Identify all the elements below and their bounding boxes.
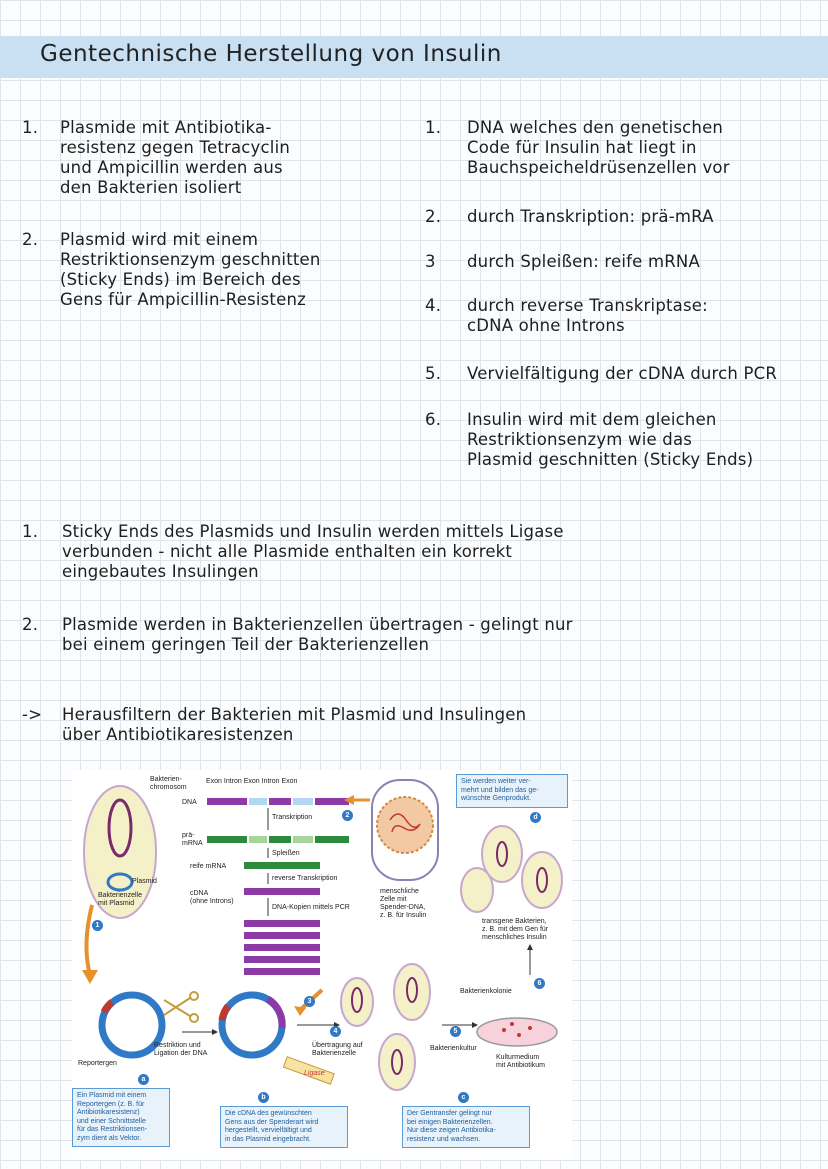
label-transkription: Transkription [272,814,313,821]
left-step-2 [22,230,402,320]
step-text: Vervielfältigung der cDNA durch PCR [467,364,778,383]
step-number: 2. [22,230,39,249]
step-text: Insulin wird mit dem gleichen Restriktionsenzym wie das Plasmid geschnitten (Sticky Ends) [467,410,754,469]
label-spleissen: Spleißen [272,850,300,857]
label-bakterienkolonie: Bakterienkolonie [460,988,512,995]
label-plasmid: Plasmid [132,878,157,885]
badge-3: 3 [304,996,315,1007]
label-menschliche-zelle: menschliche Zelle mit Spender-DNA, z. B. für Insulin [380,888,427,919]
label-exon-intron: Exon Intron Exon Intron Exon [206,778,298,785]
step-text: durch Spleißen: reife mRNA [467,252,700,271]
label-cdna: cDNA (ohne Introns) [190,890,234,905]
label-pcr: DNA-Kopien mittels PCR [272,904,350,911]
step-number: 1. [425,118,442,137]
label-transgene: transgene Bakterien, z. B. mit dem Gen für menschliches Insulin [482,918,549,941]
step-text: Sticky Ends des Plasmids und Insulin werden mittels Ligase verbunden - nicht alle Plasmide enthalten ein korrekt eingebautes Insulingen [62,522,564,581]
callout-b: Die cDNA des gewünschten Gens aus der Spenderart wird hergestellt, vervielfältigt und in das Plasmid eingebracht. [220,1106,348,1148]
label-reife-mrna: reife mRNA [190,863,227,870]
step-number: 5. [425,364,442,383]
label-dna: DNA [182,799,197,806]
label-bakterienchromosom: Bakterien- chromosom [150,776,187,791]
label-reverse-transkription: reverse Transkription [272,875,338,882]
label-ligase: Ligase [304,1070,325,1077]
label-bakterienzelle: Bakterienzelle mit Plasmid [98,892,142,907]
label-bakterienkultur: Bakterienkultur [430,1045,477,1052]
badge-b: b [258,1092,269,1103]
scissors-icon [164,992,198,1022]
callout-a: Ein Plasmid mit einem Reportergen (z. B. für Antibiotikaresistenz) und einer Schnittstelle für das Restriktionsen- zym dient als Vektor. [72,1088,170,1147]
badge-2: 2 [342,810,353,821]
page-title: Gentechnische Herstellung von Insulin [40,41,502,67]
step-text: durch Transkription: prä-mRA [467,207,714,226]
conclusion-text: Herausfiltern der Bakterien mit Plasmid und Insulingen über Antibiotikaresistenzen [62,705,527,744]
step-number: 3 [425,252,436,271]
step-number: 1. [22,118,39,137]
label-pra-mrna: prä- mRNA [182,832,203,847]
step-number: 2. [22,615,39,634]
arrow-icon: -> [22,705,43,724]
step-number: 4. [425,296,442,315]
step-text: durch reverse Transkriptase: cDNA ohne Introns [467,296,708,335]
step-text: DNA welches den genetischen Code für Insulin hat liegt in Bauchspeicheldrüsenzellen vor [467,118,730,177]
badge-1: 1 [92,920,103,931]
badge-4: 4 [330,1026,341,1037]
genetic-engineering-figure [72,770,572,1160]
step-number: 6. [425,410,442,429]
label-restriktion: Restriktion und Ligation der DNA [154,1042,208,1057]
badge-c: c [458,1092,469,1103]
step-text: Plasmide werden in Bakterienzellen übertragen - gelingt nur bei einem geringen Teil der Bakterienzellen [62,615,573,654]
badge-a: a [138,1074,149,1085]
badge-5: 5 [450,1026,461,1037]
step-number: 1. [22,522,39,541]
label-reportergen: Reportergen [78,1060,117,1067]
left-step-1 [22,118,402,208]
step-text: Plasmid wird mit einem Restriktionsenzym geschnitten (Sticky Ends) im Bereich des Gens für Ampicillin-Resistenz [60,230,321,309]
step-number: 2. [425,207,442,226]
label-kulturmedium: Kulturmedium mit Antibiotikum [496,1054,546,1069]
label-uebertragung: Übertragung auf Bakterienzelle [312,1042,363,1057]
step-text: Plasmide mit Antibiotika- resistenz gegen Tetracyclin und Ampicillin werden aus den Bakterien isoliert [60,118,291,197]
badge-6: 6 [534,978,545,989]
dna-strands [207,798,349,975]
callout-d: Sie werden weiter ver- mehrt und bilden das ge- wünschte Genprodukt. [456,774,568,808]
callout-c: Der Gentransfer gelingt nur bei einigen Bakterienzellen. Nur diese zeigen Antibiotika- resistenz und wachsen. [402,1106,530,1148]
badge-d: d [530,812,541,823]
petri-dish [477,1018,557,1046]
